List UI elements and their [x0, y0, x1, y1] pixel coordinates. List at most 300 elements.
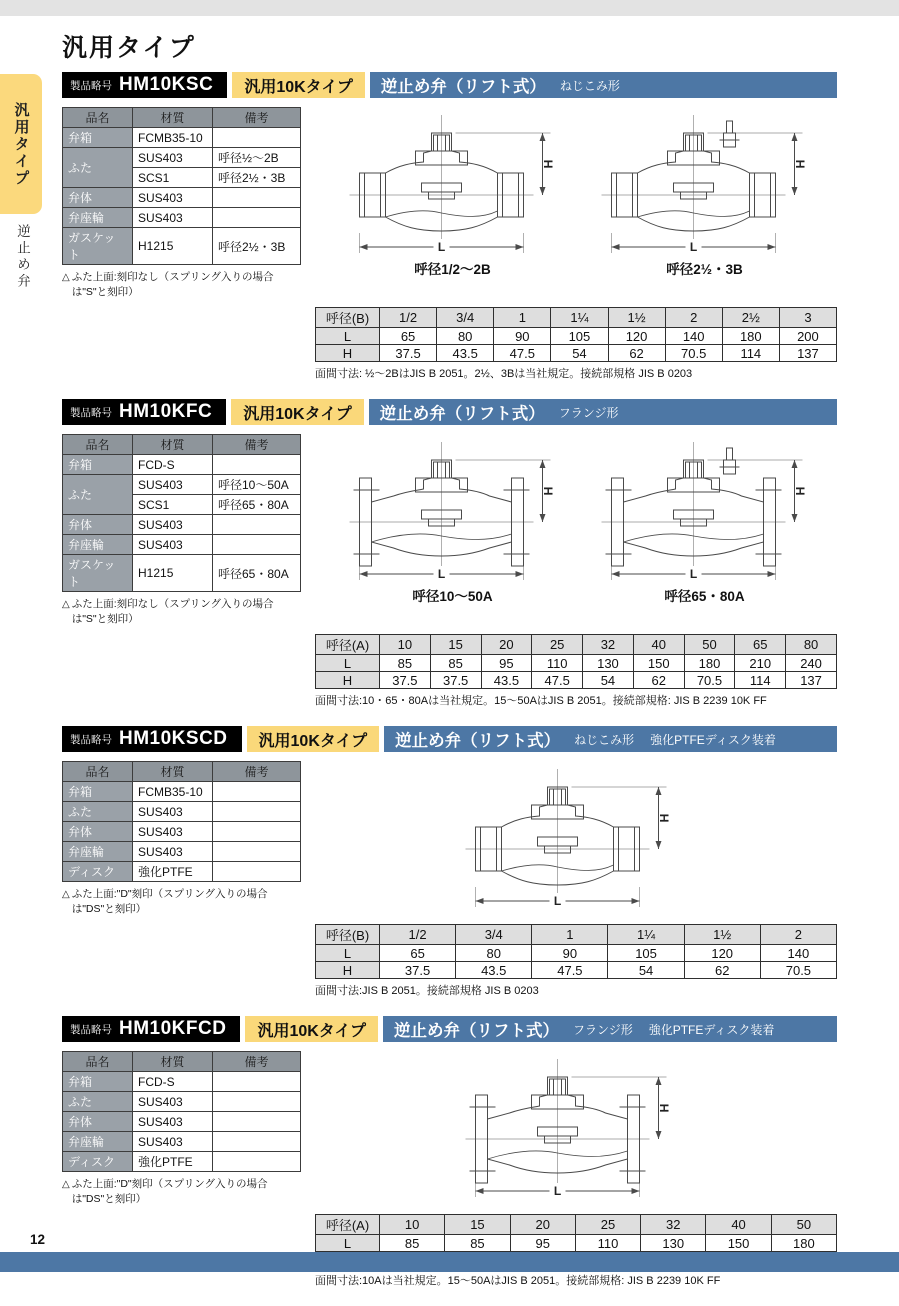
product-qualifiers: [559, 404, 619, 421]
stamp-note-text: ふた上面:"D"刻印（スプリング入りの場合は"DS"と刻印）: [71, 888, 268, 915]
dimensions-header-row: [316, 635, 837, 655]
dimension-row-L: [316, 328, 837, 345]
materials-row: [63, 228, 301, 265]
size-value: 40: [706, 1215, 771, 1235]
svg-text:H: H: [657, 813, 671, 823]
dimension-value: 114: [735, 672, 786, 689]
size-value: 3/4: [456, 925, 532, 945]
materials-row: [63, 535, 301, 555]
material-value: H1215: [133, 228, 213, 265]
note-value: [213, 128, 301, 148]
note-value: [213, 1112, 301, 1132]
dimension-value: 105: [608, 945, 684, 962]
dimension-value: 114: [722, 345, 779, 362]
dimension-value: 240: [786, 655, 837, 672]
valve-drawing-screwed: [344, 107, 562, 278]
materials-col-header: 材質: [133, 1052, 213, 1072]
note-value: [213, 862, 301, 882]
stamp-note: [62, 269, 300, 299]
dimension-value: 65: [380, 328, 437, 345]
size-value: 1¼: [551, 308, 608, 328]
type-badge: 汎用10Kタイプ: [232, 72, 365, 98]
materials-header-row: [63, 108, 301, 128]
materials-row: [63, 455, 301, 475]
material-value: 強化PTFE: [133, 1152, 213, 1172]
dimension-row-label: L: [316, 1235, 380, 1252]
note-value: [213, 1072, 301, 1092]
dimension-row-L: [316, 945, 837, 962]
sidebar-category: [0, 224, 44, 290]
product-description-bar: [370, 72, 837, 98]
dimensions-table: [315, 307, 837, 362]
product-code: HM10KFCD: [119, 1018, 227, 1039]
dimension-value: 120: [684, 945, 760, 962]
dimension-row-H: [316, 962, 837, 979]
size-value: 2½: [722, 308, 779, 328]
size-value: 1: [494, 308, 551, 328]
material-value: SUS403: [133, 1092, 213, 1112]
product-header: [62, 726, 837, 752]
drawing-caption: 呼径10～50A: [412, 589, 493, 604]
note-value: [213, 1092, 301, 1112]
product-section: [62, 72, 837, 381]
materials-row: [63, 862, 301, 882]
size-value: 1: [532, 925, 608, 945]
dimension-value: 180: [684, 655, 735, 672]
materials-header-row: [63, 1052, 301, 1072]
product-code-label: 製品略号: [70, 79, 112, 92]
dimension-value: 65: [380, 945, 456, 962]
dimension-value: 140: [760, 945, 836, 962]
part-name: ディスク: [63, 1152, 133, 1172]
dimensions-header-row: [316, 308, 837, 328]
svg-text:L: L: [553, 894, 561, 908]
part-name: ふた: [63, 802, 133, 822]
dimensions-note: 面間寸法:JIS B 2051。接続部規格 JIS B 0203: [315, 985, 539, 997]
dimension-value: 140: [665, 328, 722, 345]
materials-header-row: [63, 762, 301, 782]
dimension-value: 110: [575, 1235, 640, 1252]
stamp-note: [62, 886, 300, 916]
dimension-value: 80: [437, 328, 494, 345]
dimension-row-label: H: [316, 672, 380, 689]
drawing-caption: 呼径1/2～2B: [414, 262, 491, 277]
materials-col-header: 材質: [133, 435, 213, 455]
product-qualifiers: [574, 731, 776, 748]
product-sections: [62, 72, 837, 1306]
dimension-row-H: [316, 345, 837, 362]
material-value: FCD-S: [133, 455, 213, 475]
dimension-value: 37.5: [380, 672, 431, 689]
drawing-caption: 呼径65・80A: [664, 589, 745, 604]
dimension-value: 47.5: [494, 345, 551, 362]
materials-col-header: 品名: [63, 1052, 133, 1072]
material-value: FCD-S: [133, 1072, 213, 1092]
svg-text:H: H: [541, 486, 555, 496]
note-value: 呼径65・80A: [213, 495, 301, 515]
stamp-note-text: ふた上面:刻印なし（スプリング入りの場合は"S"と刻印）: [71, 598, 274, 625]
size-value: 40: [633, 635, 684, 655]
part-name: ふた: [63, 148, 133, 188]
note-value: [213, 782, 301, 802]
materials-row: [63, 1072, 301, 1092]
materials-col-header: 材質: [133, 108, 213, 128]
stamp-note: [62, 596, 300, 626]
sidebar: [0, 74, 44, 290]
part-name: ガスケット: [63, 555, 133, 592]
materials-row: [63, 1112, 301, 1132]
materials-column: [62, 107, 300, 299]
product-code: HM10KSCD: [119, 728, 228, 749]
materials-row: [63, 1132, 301, 1152]
dimension-value: 95: [510, 1235, 575, 1252]
size-value: 10: [380, 635, 431, 655]
size-value: 50: [684, 635, 735, 655]
size-value: 65: [735, 635, 786, 655]
material-value: SUS403: [133, 802, 213, 822]
dimension-value: 37.5: [380, 345, 437, 362]
product-code-box: [62, 72, 227, 98]
materials-col-header: 材質: [133, 762, 213, 782]
valve-drawing-screwed: [596, 107, 814, 278]
part-name: 弁座輪: [63, 208, 133, 228]
drawing-caption: 呼径2½・3B: [666, 262, 743, 277]
materials-header-row: [63, 435, 301, 455]
materials-col-header: 備考: [213, 1052, 301, 1072]
product-qualifier: 強化PTFEディスク装着: [650, 732, 776, 747]
dimension-row-label: L: [316, 328, 380, 345]
material-value: SUS403: [133, 475, 213, 495]
product-code-label: 製品略号: [70, 733, 112, 746]
dimensions-table: [315, 634, 837, 689]
dimension-value: 62: [608, 345, 665, 362]
materials-col-header: 品名: [63, 108, 133, 128]
dimension-value: 43.5: [437, 345, 494, 362]
bottom-blue-bar: [0, 1252, 899, 1272]
page-number: 12: [30, 1232, 46, 1247]
product-code: HM10KSC: [119, 74, 214, 95]
dimension-row-label: L: [316, 655, 380, 672]
size-value: 3: [779, 308, 836, 328]
part-name: 弁箱: [63, 128, 133, 148]
dimension-value: 137: [779, 345, 836, 362]
part-name: 弁座輪: [63, 1132, 133, 1152]
dimensions-table: [315, 924, 837, 979]
materials-col-header: 備考: [213, 108, 301, 128]
dimension-value: 130: [641, 1235, 706, 1252]
part-name: ディスク: [63, 862, 133, 882]
size-column-label: 呼径(B): [316, 925, 380, 945]
note-value: [213, 802, 301, 822]
product-title: 逆止め弁（リフト式）: [379, 405, 545, 423]
sidebar-tab-general-type: [0, 74, 42, 214]
sidebar-tab-label: 汎用タイプ: [12, 101, 30, 187]
svg-text:H: H: [541, 159, 555, 169]
valve-drawing-flanged: [444, 1051, 694, 1201]
size-value: 80: [786, 635, 837, 655]
materials-row: [63, 782, 301, 802]
size-column-label: 呼径(A): [316, 635, 380, 655]
dimension-row-label: H: [316, 345, 380, 362]
material-value: SUS403: [133, 822, 213, 842]
materials-table: [62, 107, 301, 265]
dimension-value: 43.5: [481, 672, 532, 689]
product-qualifier: 強化PTFEディスク装着: [648, 1022, 775, 1037]
materials-column: [62, 761, 300, 916]
material-value: SUS403: [133, 188, 213, 208]
section-body: [62, 107, 837, 299]
size-value: 3/4: [437, 308, 494, 328]
dimension-value: 37.5: [430, 672, 481, 689]
size-value: 1½: [608, 308, 665, 328]
material-value: SUS403: [133, 842, 213, 862]
materials-column: [62, 1051, 300, 1206]
drawings: [320, 107, 837, 299]
part-name: 弁体: [63, 822, 133, 842]
product-header: [62, 399, 837, 425]
product-qualifier: フランジ形: [558, 405, 619, 420]
size-value: 1/2: [380, 308, 437, 328]
svg-text:L: L: [437, 240, 445, 254]
materials-col-header: 品名: [63, 762, 133, 782]
materials-col-header: 備考: [213, 762, 301, 782]
dimension-row-label: H: [316, 962, 380, 979]
material-value: SUS403: [133, 1112, 213, 1132]
size-value: 1½: [684, 925, 760, 945]
dimension-value: 85: [445, 1235, 510, 1252]
dimension-value: 150: [706, 1235, 771, 1252]
material-value: FCMB35-10: [133, 128, 213, 148]
dimension-value: 150: [633, 655, 684, 672]
part-name: 弁箱: [63, 1072, 133, 1092]
dimension-value: 85: [430, 655, 481, 672]
materials-row: [63, 555, 301, 592]
dimension-value: 137: [786, 672, 837, 689]
dimension-value: 47.5: [532, 672, 583, 689]
part-name: ふた: [63, 475, 133, 515]
materials-row: [63, 475, 301, 495]
size-value: 1/2: [380, 925, 456, 945]
dimension-value: 43.5: [456, 962, 532, 979]
dimension-value: 70.5: [760, 962, 836, 979]
materials-row: [63, 128, 301, 148]
material-value: 強化PTFE: [133, 862, 213, 882]
dimension-value: 37.5: [380, 962, 456, 979]
sidebar-category-label: 逆止め弁: [15, 224, 30, 290]
product-title: 逆止め弁（リフト式）: [394, 1022, 560, 1040]
materials-table: [62, 1051, 301, 1172]
materials-row: [63, 822, 301, 842]
materials-row: [63, 802, 301, 822]
part-name: 弁箱: [63, 455, 133, 475]
note-value: [213, 822, 301, 842]
dimension-value: 180: [771, 1235, 836, 1252]
drawings: [300, 1051, 837, 1206]
dimensions-header-row: [316, 925, 837, 945]
materials-table: [62, 761, 301, 882]
size-value: 32: [641, 1215, 706, 1235]
material-value: SUS403: [133, 535, 213, 555]
dimension-value: 90: [494, 328, 551, 345]
note-value: 呼径2½・3B: [213, 228, 301, 265]
stamp-note-text: ふた上面:刻印なし（スプリング入りの場合は"S"と刻印）: [71, 271, 274, 298]
size-value: 20: [510, 1215, 575, 1235]
size-value: 50: [771, 1215, 836, 1235]
product-header: [62, 1016, 837, 1042]
part-name: 弁体: [63, 188, 133, 208]
note-value: 呼径2½・3B: [213, 168, 301, 188]
dimension-value: 105: [551, 328, 608, 345]
product-qualifiers: [560, 77, 620, 94]
product-title: 逆止め弁（リフト式）: [395, 732, 561, 750]
materials-row: [63, 842, 301, 862]
dimension-value: 70.5: [665, 345, 722, 362]
dimension-value: 180: [722, 328, 779, 345]
note-value: [213, 188, 301, 208]
product-title: 逆止め弁（リフト式）: [380, 78, 546, 96]
size-value: 2: [760, 925, 836, 945]
material-value: SUS403: [133, 1132, 213, 1152]
note-value: 呼径10～50A: [213, 475, 301, 495]
svg-text:L: L: [689, 240, 697, 254]
product-code: HM10KFC: [119, 401, 213, 422]
dimension-value: 90: [532, 945, 608, 962]
material-value: H1215: [133, 555, 213, 592]
dimension-value: 210: [735, 655, 786, 672]
size-value: 15: [430, 635, 481, 655]
dimension-value: 120: [608, 328, 665, 345]
materials-col-header: 備考: [213, 435, 301, 455]
dimension-value: 54: [583, 672, 634, 689]
part-name: 弁体: [63, 515, 133, 535]
note-value: [213, 535, 301, 555]
product-code-label: 製品略号: [70, 1023, 112, 1036]
page-title: 汎用タイプ: [62, 34, 196, 62]
size-value: 32: [583, 635, 634, 655]
note-value: [213, 1132, 301, 1152]
valve-drawing-screwed: [444, 761, 694, 911]
material-value: SCS1: [133, 168, 213, 188]
product-code-label: 製品略号: [70, 406, 112, 419]
note-value: 呼径65・80A: [213, 555, 301, 592]
dimension-value: 70.5: [684, 672, 735, 689]
svg-text:H: H: [793, 486, 807, 496]
materials-row: [63, 515, 301, 535]
materials-table: [62, 434, 301, 592]
stamp-note-text: ふた上面:"D"刻印（スプリング入りの場合は"DS"と刻印）: [71, 1178, 268, 1205]
note-value: 呼径½～2B: [213, 148, 301, 168]
size-value: 10: [380, 1215, 445, 1235]
materials-row: [63, 1152, 301, 1172]
product-header: [62, 72, 837, 98]
note-value: [213, 515, 301, 535]
dimensions-header-row: [316, 1215, 837, 1235]
part-name: 弁箱: [63, 782, 133, 802]
dimension-value: 200: [779, 328, 836, 345]
caution-icon: △: [62, 599, 70, 610]
dimension-value: 47.5: [532, 962, 608, 979]
section-body: [62, 761, 837, 916]
product-section: [62, 1016, 837, 1288]
product-section: [62, 726, 837, 998]
dimension-value: 85: [380, 655, 431, 672]
dimension-row-L: [316, 655, 837, 672]
section-body: [62, 434, 837, 626]
size-column-label: 呼径(A): [316, 1215, 380, 1235]
valve-drawing-flanged: [596, 434, 814, 605]
caution-icon: △: [62, 889, 70, 900]
product-section: [62, 399, 837, 708]
dimension-value: 95: [481, 655, 532, 672]
svg-text:L: L: [553, 1184, 561, 1198]
dimensions-note: 面間寸法: ½～2BはJIS B 2051。2½、3Bは当社規定。接続部規格 JIS B 0203: [315, 368, 693, 380]
dimension-value: 85: [380, 1235, 445, 1252]
dimensions-note: 面間寸法:10Aは当社規定。15～50AはJIS B 2051。接続部規格: JIS B 2239 10K FF: [315, 1275, 721, 1287]
size-value: 2: [665, 308, 722, 328]
svg-text:H: H: [793, 159, 807, 169]
materials-column: [62, 434, 300, 626]
material-value: SUS403: [133, 148, 213, 168]
svg-text:L: L: [437, 567, 445, 581]
product-qualifiers: [573, 1021, 774, 1038]
dimensions-note: 面間寸法:10・65・80Aは当社規定。15～50AはJIS B 2051。接続部規格: JIS B 2239 10K FF: [315, 695, 767, 707]
caution-icon: △: [62, 1179, 70, 1190]
product-code-box: [62, 726, 242, 752]
dimension-value: 62: [633, 672, 684, 689]
materials-col-header: 品名: [63, 435, 133, 455]
note-value: [213, 208, 301, 228]
materials-row: [63, 148, 301, 168]
dimension-row-label: L: [316, 945, 380, 962]
dimension-value: 130: [583, 655, 634, 672]
dimension-value: 80: [456, 945, 532, 962]
dimension-value: 110: [532, 655, 583, 672]
size-value: 25: [532, 635, 583, 655]
product-description-bar: [369, 399, 837, 425]
product-description-bar: [383, 1016, 837, 1042]
dimension-value: 62: [684, 962, 760, 979]
stamp-note: [62, 1176, 300, 1206]
caution-icon: △: [62, 272, 70, 283]
material-value: SUS403: [133, 515, 213, 535]
size-column-label: 呼径(B): [316, 308, 380, 328]
materials-row: [63, 208, 301, 228]
size-value: 1¼: [608, 925, 684, 945]
valve-drawing-flanged: [344, 434, 562, 605]
type-badge: 汎用10Kタイプ: [245, 1016, 378, 1042]
material-value: SCS1: [133, 495, 213, 515]
note-value: [213, 1152, 301, 1172]
drawings: [300, 761, 837, 916]
note-value: [213, 455, 301, 475]
material-value: SUS403: [133, 208, 213, 228]
size-value: 20: [481, 635, 532, 655]
part-name: ふた: [63, 1092, 133, 1112]
dimension-value: 54: [551, 345, 608, 362]
product-qualifier: ねじこみ形: [559, 78, 620, 93]
part-name: 弁体: [63, 1112, 133, 1132]
svg-text:L: L: [689, 567, 697, 581]
part-name: 弁座輪: [63, 535, 133, 555]
size-value: 15: [445, 1215, 510, 1235]
type-badge: 汎用10Kタイプ: [247, 726, 380, 752]
product-code-box: [62, 399, 226, 425]
note-value: [213, 842, 301, 862]
material-value: FCMB35-10: [133, 782, 213, 802]
svg-text:H: H: [657, 1103, 671, 1113]
dimension-value: 54: [608, 962, 684, 979]
section-body: [62, 1051, 837, 1206]
